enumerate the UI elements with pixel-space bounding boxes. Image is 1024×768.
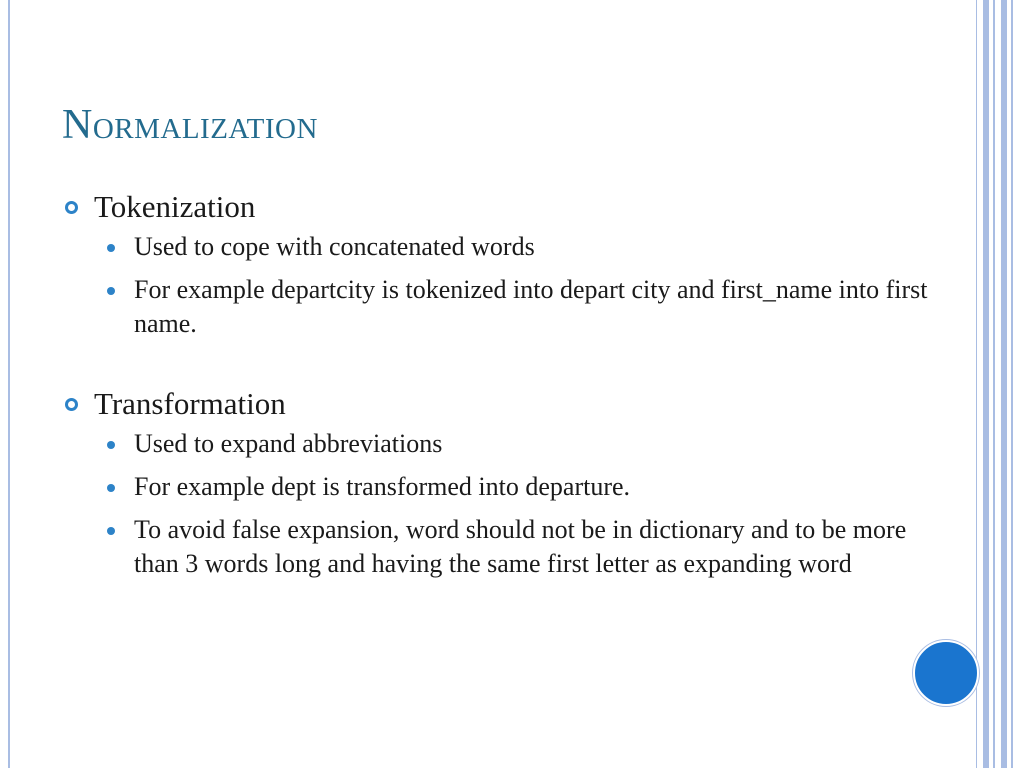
dot-bullet-icon [107, 287, 115, 295]
slide-title: Normalization [62, 102, 318, 148]
list-item-text: For example departcity is tokenized into depart city and first_name into first name. [134, 275, 928, 338]
right-stripe [993, 0, 995, 768]
list-item-text: To avoid false expansion, word should not be in dictionary and to be more than 3 words long and having the same first letter as expanding word [134, 515, 907, 578]
list-item [62, 273, 942, 341]
dot-bullet-icon [107, 244, 115, 252]
section-heading-text: Transformation [94, 386, 286, 421]
list-item-text: Used to cope with concatenated words [134, 232, 535, 261]
left-frame-line [8, 0, 10, 768]
slide-content [62, 188, 942, 581]
ring-bullet-icon [65, 201, 78, 214]
list-item [62, 470, 942, 504]
dot-bullet-icon [107, 484, 115, 492]
list-item [62, 230, 942, 264]
list-item-text: For example dept is transformed into departure. [134, 472, 631, 501]
decorative-circle-icon [913, 640, 979, 706]
right-stripe [1001, 0, 1007, 768]
section-heading-text: Tokenization [94, 189, 256, 224]
section-heading-transformation [62, 385, 942, 423]
right-stripe [1011, 0, 1013, 768]
section-heading-tokenization [62, 188, 942, 226]
ring-bullet-icon [65, 398, 78, 411]
list-item [62, 427, 942, 461]
dot-bullet-icon [107, 441, 115, 449]
right-stripe [983, 0, 989, 768]
list-item-text: Used to expand abbreviations [134, 429, 443, 458]
list-item [62, 513, 942, 581]
right-stripe [976, 0, 977, 768]
dot-bullet-icon [107, 527, 115, 535]
